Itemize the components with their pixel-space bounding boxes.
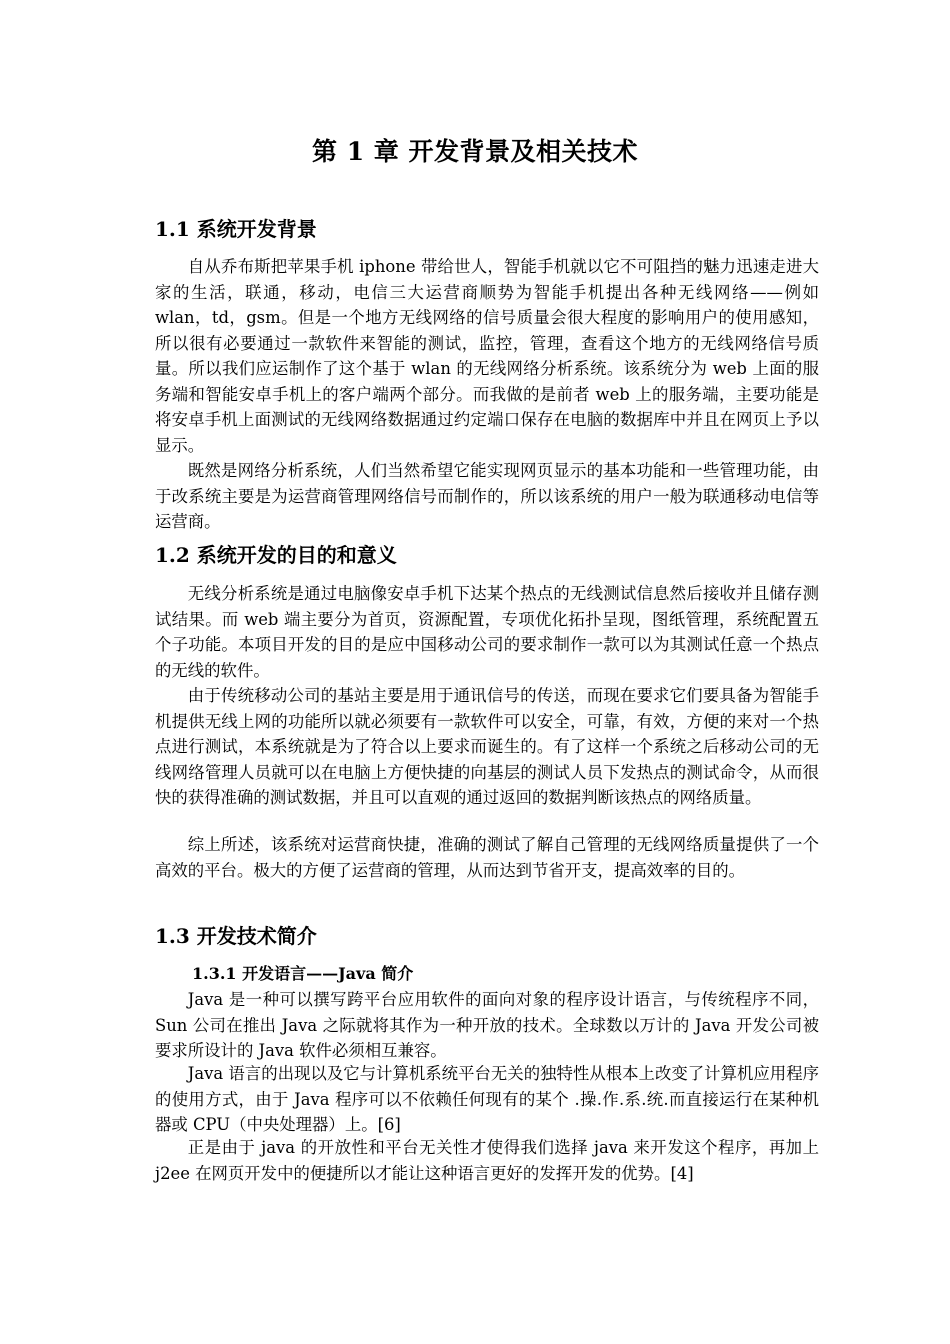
paragraph-1-3-1-c: 正是由于 java 的开放性和平台无关性才使得我们选择 java 来开发这个程序，再加上 j2ee 在网页开发中的便捷所以才能让这种语言更好的发挥开发的优势。[4]	[155, 1138, 819, 1183]
section-heading-1-2: 1.2 系统开发的目的和意义	[155, 543, 397, 567]
section-heading-1-3: 1.3 开发技术简介	[155, 924, 317, 948]
paragraph-1-3-1-b: Java 语言的出现以及它与计算机系统平台无关的独特性从根本上改变了计算机应用程序的使用方式，由于 Java 程序可以不依赖任何现有的某个 .操.作.系.统.而直接运行在某种机器或 CPU（中央处理器）上。[6]	[155, 1064, 819, 1134]
paragraph-1-3-1-a: Java 是一种可以撰写跨平台应用软件的面向对象的程序设计语言，与传统程序不同，Sun 公司在推出 Java 之际就将其作为一种开放的技术。全球数以万计的 Java 开发公司被要求所设计的 Java 软件必须相互兼容。	[155, 990, 819, 1060]
paragraph-1-1-a: 自从乔布斯把苹果手机 iphone 带给世人，智能手机就以它不可阻挡的魅力迅速走进大家的生活，联通，移动，电信三大运营商顺势为智能手机提出各种无线网络——例如 wlan，td，gsm。但是一个地方无线网络的信号质量会很大程度的影响用户的使用感知，所以很有必要通过一款软件来智能的测试，监控，管理，查看这个地方的无线网络信号质量。所以我们应运制作了这个基于 wlan 的无线网络分析系统。该系统分为 web 上面的服务端和智能安卓手机上的客户端两个部分。而我做的是前者 web 上的服务端，主要功能是将安卓手机上面测试的无线网络数据通过约定端口保存在电脑的数据库中并且在网页上予以显示。	[155, 257, 819, 455]
paragraph-1-2-a: 无线分析系统是通过电脑像安卓手机下达某个热点的无线测试信息然后接收并且储存测试结果。而 web 端主要分为首页，资源配置，专项优化拓扑呈现，图纸管理，系统配置五个子功能。本项目开发的目的是应中国移动公司的要求制作一款可以为其测试任意一个热点的无线的软件。	[155, 584, 819, 680]
section-heading-1-1: 1.1 系统开发背景	[155, 217, 317, 241]
paragraph-1-2-b: 由于传统移动公司的基站主要是用于通讯信号的传送，而现在要求它们要具备为智能手机提供无线上网的功能所以就必须要有一款软件可以安全，可靠，有效，方便的来对一个热点进行测试，本系统就是为了符合以上要求而诞生的。有了这样一个系统之后移动公司的无线网络管理人员就可以在电脑上方便快捷的向基层的测试人员下发热点的测试命令，从而很快的获得准确的测试数据，并且可以直观的通过返回的数据判断该热点的网络质量。	[155, 686, 819, 807]
subsection-heading-1-3-1: 1.3.1 开发语言——Java 简介	[192, 964, 414, 983]
paragraph-1-1-b: 既然是网络分析系统，人们当然希望它能实现网页显示的基本功能和一些管理功能，由于改系统主要是为运营商管理网络信号而制作的，所以该系统的用户一般为联通移动电信等运营商。	[155, 461, 819, 531]
paragraph-1-2-c: 综上所述，该系统对运营商快捷，准确的测试了解自己管理的无线网络质量提供了一个高效的平台。极大的方便了运营商的管理，从而达到节省开支，提高效率的目的。	[155, 835, 819, 880]
chapter-title: 第 1 章 开发背景及相关技术	[311, 137, 638, 166]
